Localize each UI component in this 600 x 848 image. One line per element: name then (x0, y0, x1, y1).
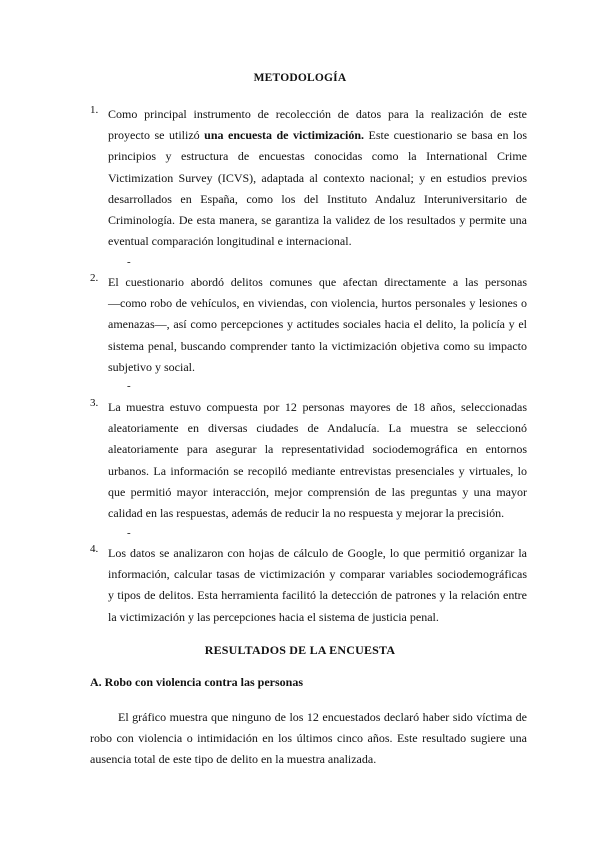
text-line: —como robo de vehículos, en viviendas, con violencia, hurtos personales y lesiones o (108, 296, 527, 311)
text-line: El cuestionario abordó delitos comunes que afectan directamente a las personas (108, 275, 527, 289)
list-item-2 (90, 272, 527, 378)
text-line: Como principal instrumento de recolección de datos para la realización de este (108, 107, 527, 121)
text-line: Criminología. De esta manera, se garantiza la validez de los resultados y permite una (108, 212, 527, 227)
text-line: La muestra estuvo compuesta por 12 personas mayores de 18 años, seleccionadas (108, 400, 527, 414)
text-line: amenazas—, así como percepciones y actitudes sociales hacia el delito, la policía y el (108, 317, 527, 332)
separator-dash: - (127, 527, 131, 539)
subsection-heading: A. Robo con violencia contra las personas (90, 675, 303, 689)
text-line: subjetivo y social. (108, 359, 195, 374)
text-line: Victimization Survey (ICVS), adaptada al contexto nacional; y en estudios previos (108, 170, 527, 185)
section-title-resultados: RESULTADOS DE LA ENCUESTA (204, 643, 396, 657)
list-item-3 (90, 397, 527, 524)
text-line: Los datos se analizaron con hojas de cálculo de Google, lo que permitió organizar la (108, 546, 527, 560)
list-item-4 (90, 543, 527, 628)
text-line: la victimización y las percepciones hacia el sistema de justicia penal. (108, 609, 439, 624)
text-line: aleatoriamente para asegurar la representatividad sociodemográfica en entornos (108, 442, 527, 457)
text-line: sistema penal, buscando comprender tanto la victimización objetiva como su impacto (108, 338, 527, 353)
results-paragraph (90, 707, 527, 771)
list-number: 2. (90, 272, 99, 284)
text-line: información, calcular tasas de victimización y comparar variables sociodemográficas (108, 567, 527, 582)
separator-dash: - (127, 256, 131, 268)
text-line: eventual comparación longitudinal e internacional. (108, 234, 352, 249)
list-number: 4. (90, 543, 99, 555)
text-line: principios y estructura de encuestas conocidas como la International Crime (108, 149, 527, 164)
separator-dash: - (127, 380, 131, 392)
list-number: 1. (90, 104, 99, 116)
text-line: y tipos de delitos. Esta herramienta facilitó la detección de patrones y la relación entre (108, 588, 527, 603)
text-line: ausencia total de este tipo de delito en la muestra analizada. (90, 752, 377, 767)
text-line: que permitió mayor interacción, mejor comprensión de las preguntas y una mayor (108, 484, 527, 499)
text-line: robo con violencia o intimidación en los últimos cinco años. Este resultado sugiere una (90, 731, 527, 746)
list-item-1 (90, 104, 527, 252)
text-line: desarrollados en España, como los del Instituto Andaluz Interuniversitario de (108, 191, 527, 206)
bold-phrase: una encuesta de victimización. (204, 128, 364, 143)
text-line: aleatoriamente en diversas ciudades de Andalucía. La muestra se seleccionó (108, 421, 527, 436)
section-title-metodologia: METODOLOGÍA (253, 72, 347, 84)
text-line: El gráfico muestra que ninguno de los 12 encuestados declaró haber sido víctima de (118, 710, 527, 724)
text-line: proyecto se utilizó una encuesta de victimización. Este cuestionario se basa en los (108, 128, 527, 143)
text-line: calidad en las respuestas, además de reducir la no respuesta y mejorar la precisión. (108, 505, 505, 520)
text-line: urbanos. La información se recopiló mediante entrevistas presenciales y virtuales, lo (108, 463, 527, 478)
list-number: 3. (90, 397, 99, 409)
